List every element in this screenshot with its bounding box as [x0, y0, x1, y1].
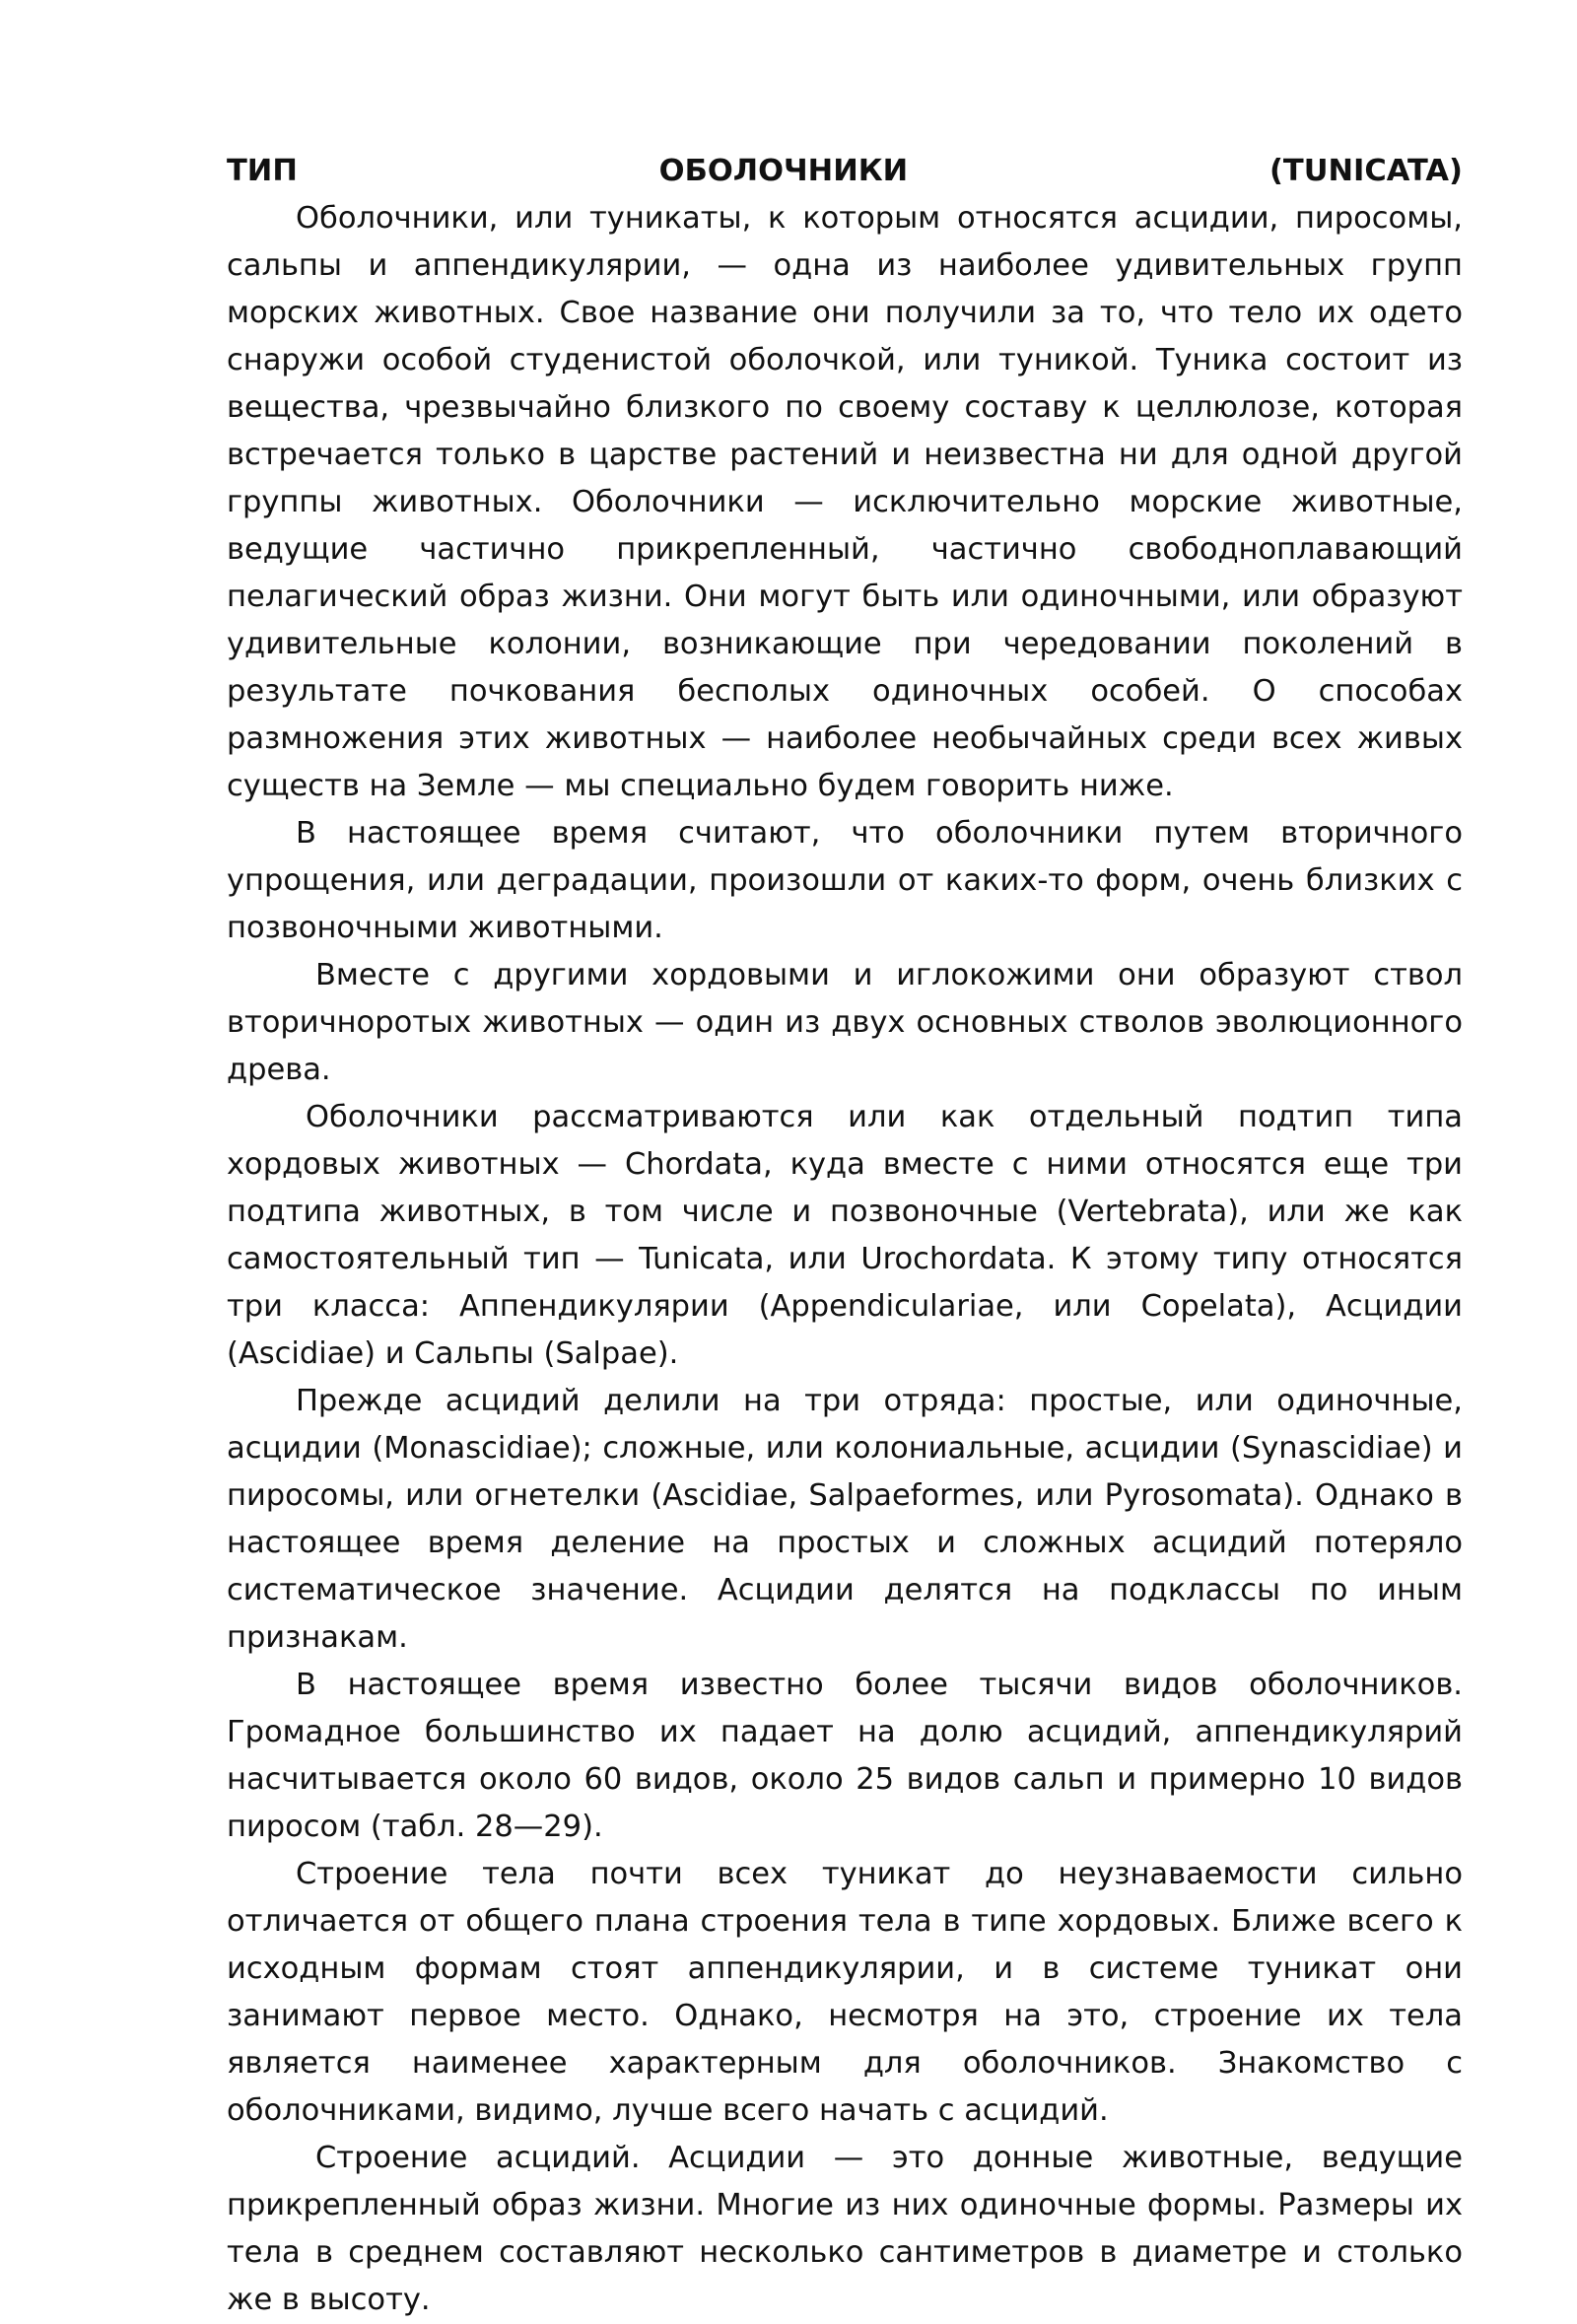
paragraph: Оболочники, или туникаты, к которым относятся асцидии, пиросомы, сальпы и аппендикулярии, — одна из наиболее удивительных групп морских животных. Свое название они получили за то, что тело их одето снаружи особой студенистой оболочкой, или туникой. Туника состоит из вещества, чрезвычайно близкого по своему составу к целлюлозе, которая встречается только в царстве растений и неизвестна ни для одной другой группы животных. Оболочники — исключительно морские животные, ведущие частично прикрепленный, частично свободноплавающий пелагический образ жизни. Они могут быть или одиночными, или образуют удивительные колонии, возникающие при чередовании поколений в результате почкования бесполых одиночных особей. О способах размножения этих животных — наиболее необычайных среди всех живых существ на Земле — мы специально будем говорить ниже. — [227, 201, 1463, 803]
document-page — [227, 148, 1463, 2324]
paragraph: Вместе с другими хордовыми и иглокожими они образуют ствол вторичноротых животных — один из двух основных стволов эволюционного древа. — [227, 958, 1463, 1087]
paragraph: Строение тела почти всех туникат до неузнаваемости сильно отличается от общего плана строения тела в типе хордовых. Ближе всего к исходным формам стоят аппендикулярии, и в системе туникат они занимают первое место. Однако, несмотря на это, строение их тела является наименее характерным для оболочников. Знакомство с оболочниками, видимо, лучше всего начать с асцидий. — [227, 1857, 1463, 2128]
title-left: ТИП — [227, 154, 298, 188]
title-center: ОБОЛОЧНИКИ — [658, 154, 909, 188]
paragraph: В настоящее время известно более тысячи видов оболочников. Громадное большинство их падает на долю асцидий, аппендикулярий насчитывается около 60 видов, около 25 видов сальп и примерно 10 видов пиросом (табл. 28—29). — [227, 1668, 1463, 1844]
document-title — [227, 148, 1463, 195]
paragraph: Оболочники рассматриваются или как отдельный подтип типа хордовых животных — Chordata, куда вместе с ними относятся еще три подтипа животных, в том числе и позвоночные (Vertebrata), или же как самостоятельный тип — Tunicata, или Urochordata. К этому типу относятся три класса: Аппендикулярии (Appendiculariae, или Copelata), Асцидии (Ascidiae) и Сальпы (Salpae). — [227, 1100, 1463, 1371]
paragraph: Прежде асцидий делили на три отряда: простые, или одиночные, асцидии (Monascidiae); сложные, или колониальные, асцидии (Synascidiae) и пиросомы, или огнетелки (Ascidiae, Salpaeformes, или Pyrosomata). Однако в настоящее время деление на простых и сложных асцидий потеряло систематическое значение. Асцидии делятся на подклассы по иным признакам. — [227, 1384, 1463, 1655]
paragraph: Строение асцидий. Асцидии — это донные животные, ведущие прикрепленный образ жизни. Многие из них одиночные формы. Размеры их тела в среднем составляют несколько сантиметров в диаметре и столько же в высоту. — [227, 2141, 1463, 2317]
title-right: (TUNICATA) — [1268, 154, 1463, 188]
paragraph: В настоящее время считают, что оболочники путем вторичного упрощения, или деградации, произошли от каких-то форм, очень близких с позвоночными животными. — [227, 816, 1463, 945]
